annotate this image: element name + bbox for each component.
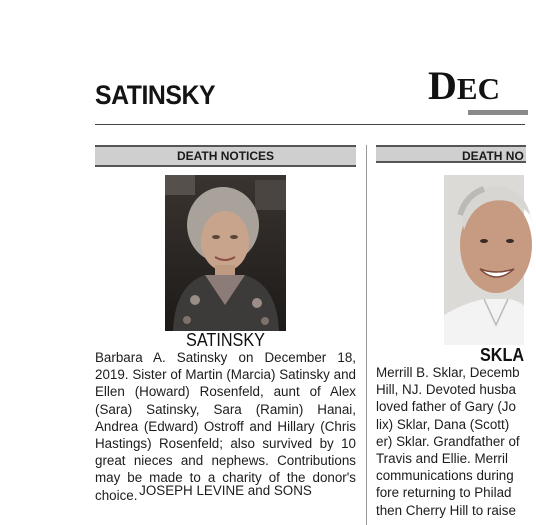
column-divider <box>366 145 367 525</box>
notice-line: then Cherry Hill to raise <box>376 502 516 518</box>
death-notices-banner: DEATH NOTICES <box>95 145 356 167</box>
section-heading <box>428 62 500 109</box>
portrait-photo <box>165 175 286 331</box>
header-rule <box>95 124 525 125</box>
section-heading-underline <box>468 110 528 115</box>
portrait-illustration-2 <box>444 175 524 345</box>
notice-body: Barbara A. Satinsky on December 18, 2019. Sister of Martin (Marcia) Satinsky and Ellen (Howard) Rosenfeld, aunt of Alex (Sara) Satinsky, Sara (Ramin) Hanai, Andrea (Edward) Ostroff and Hillary (Chris Hastings) Rosenfeld; also survived by 10 great nieces and nephews. Contributions may be made to a charity of the donor's choice. <box>95 350 356 503</box>
portrait-photo-2 <box>444 175 524 345</box>
section-heading-rest: EC <box>456 71 500 106</box>
notice-line: loved father of Gary (Jo <box>376 399 516 415</box>
notice-name-2: SKLA <box>480 345 525 365</box>
notice-line: er) Sklar. Grandfather of <box>376 433 520 449</box>
notice-name: SATINSKY <box>186 330 265 350</box>
notice-line: lix) Sklar, Dana (Scott) <box>376 416 510 432</box>
notice-line: Merrill B. Sklar, Decemb <box>376 365 520 380</box>
funeral-home: JOSEPH LEVINE and SONS <box>139 483 312 498</box>
notice-line: communications during <box>376 468 514 484</box>
notice-body-2 <box>376 364 536 519</box>
notice-line: Travis and Ellie. Merril <box>376 451 508 467</box>
notice-line: fore returning to Philad <box>376 485 512 501</box>
portrait-illustration <box>165 175 286 331</box>
death-notices-banner-2: DEATH NO <box>376 145 526 163</box>
notice-line: Hill, NJ. Devoted husba <box>376 382 516 398</box>
page-title: SATINSKY <box>95 80 216 110</box>
section-heading-initial: D <box>428 63 457 108</box>
